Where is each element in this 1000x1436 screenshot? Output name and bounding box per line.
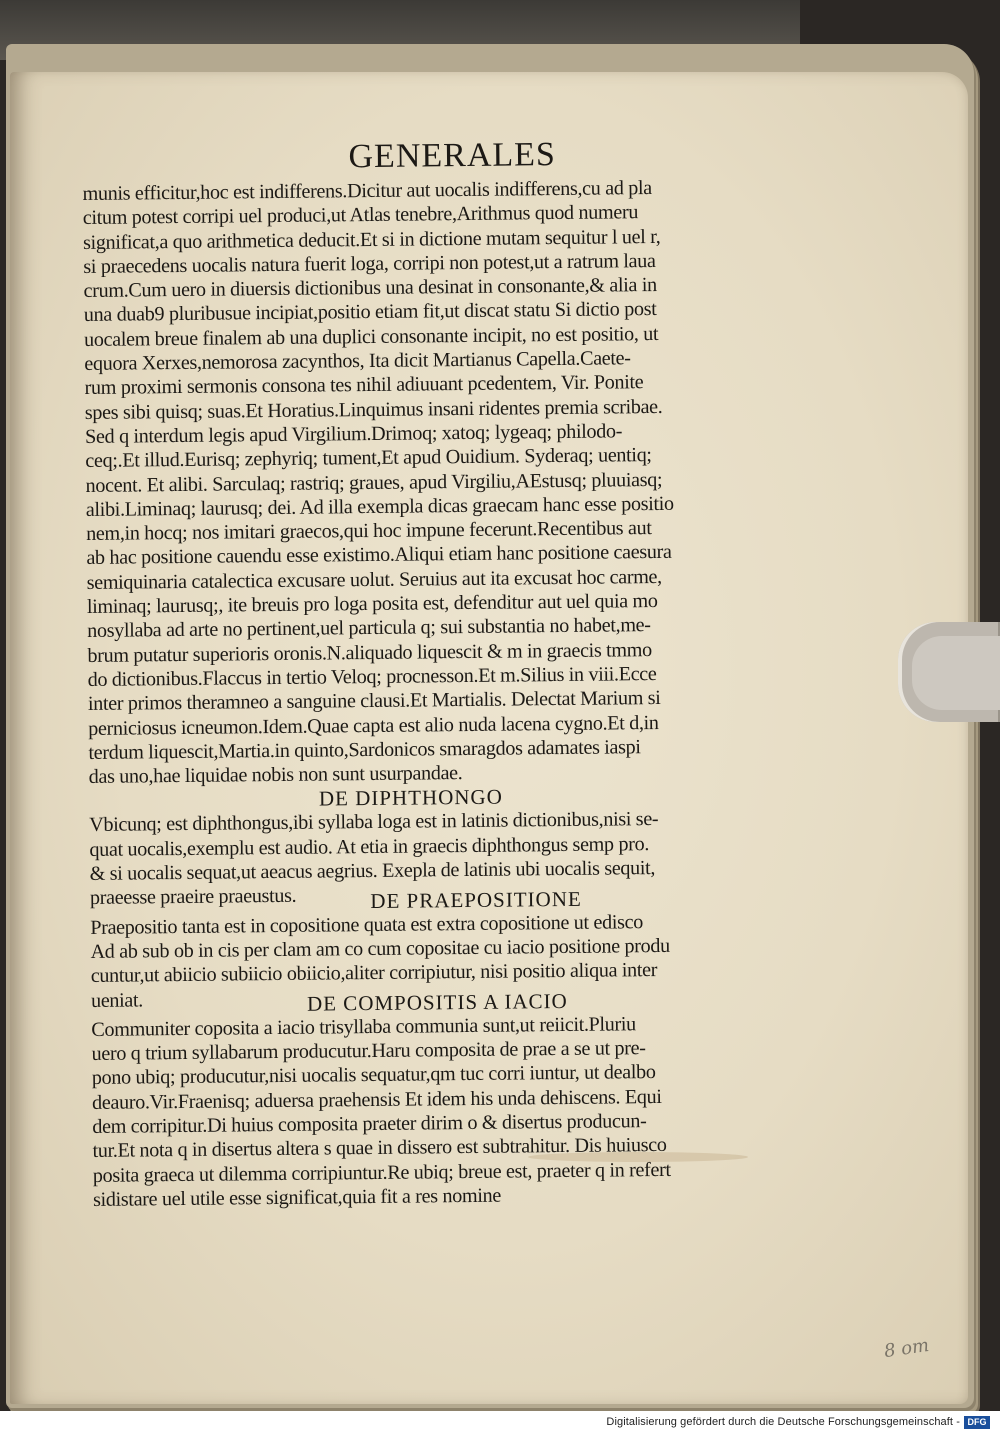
text-line: inter primos theramneo a sanguine clausi.Et Martialis. Delectat Marium si xyxy=(87,687,661,716)
text-line: ab hac positione cauendu esse existimo.Aliqui etiam hanc positione caesura xyxy=(86,541,672,570)
text-line: Sed q interdum legis apud Virgilium.Drimoq; xatoq; lygeaq; philodo- xyxy=(84,420,623,448)
text-line: si praecedens uocalis natura fuerit loga, corripi non potest,ut a ratrum laua xyxy=(83,249,656,278)
text-line: sidistare uel utile esse significat,quia fit a res nomine xyxy=(92,1184,501,1211)
text-line: Ad ab sub ob in cis per clam am co cum copositae cu iacio positione produ xyxy=(90,934,670,963)
text-line: spes sibi quisq; suas.Et Horatius.Linquimus insani ridentes premia scribae. xyxy=(84,395,663,424)
dfg-logo: DFG xyxy=(964,1416,990,1429)
text-line: & si uocalis sequat,ut aeacus aegrius. Exepla de latinis ubi uocalis sequit, xyxy=(89,857,656,885)
heading-praepositione: DE PRAEPOSITIONE xyxy=(370,886,582,913)
pencil-note: 8 om xyxy=(882,1334,931,1363)
text-line: cuntur,ut abiicio subiicio obiicio,aliter corripiutur, nisi positio aliqua inter xyxy=(90,959,658,988)
text-line: tur.Et nota q in disertus altera s quae in dissero est subtrahitur. Dis huiusco xyxy=(92,1134,667,1163)
text-line: nocent. Et alibi. Sarculaq; rastriq; graues, apud Virgiliu,AEstusq; pluuiasq; xyxy=(85,468,663,497)
text-line: Praepositio tanta est in copositione quata est extra copositione ut edisco xyxy=(90,910,644,939)
text-line: nem,in hocq; nos imitari graecos,qui hoc impune fecerunt.Recentibus aut xyxy=(86,517,652,546)
text-line: munis efficitur,hoc est indifferens.Dicitur aut uocalis indifferens,cu ad pla xyxy=(82,177,652,205)
text-section-4 xyxy=(91,1011,773,1212)
text-line: crum.Cum uero in diuersis dictionibus una desinat in consonante,& alia in xyxy=(83,274,657,303)
text-line: significat,a quo arithmetica deducit.Et si in dictione mutam sequitur l uel r, xyxy=(82,225,661,254)
text-line: nosyllaba ad arte no pertinent,uel particula q; sui substantia no habet,me- xyxy=(87,614,651,643)
heading-compositis: DE COMPOSITIS A IACIO xyxy=(306,988,568,1016)
text-line: uocalem breue finalem ab una duplici consonante incipit, no est positio, ut xyxy=(83,322,659,351)
text-line: pono ubiq; producutur,nisi uocalis sequatur,qm tuc corri iuntur, ut dealbo xyxy=(91,1061,656,1090)
text-line: equora Xerxes,nemorosa zacynthos, Ita dicit Martianus Capella.Caete- xyxy=(84,347,631,376)
text-line: citum potest corripi uel produci,ut Atlas tenebre,Arithmus quod numeru xyxy=(82,201,639,230)
heading-diphthongo: DE DIPHTHONGO xyxy=(318,785,503,811)
text-line: deauro.Vir.Fraenisq; aduersa praehensis Et idem his unda dehiscens. Equi xyxy=(91,1085,662,1114)
text-line: Communiter coposita a iacio trisyllaba communia sunt,ut reiicit.Pluriu xyxy=(91,1013,636,1041)
text-section-1 xyxy=(82,175,768,790)
text-section-3 xyxy=(90,908,771,988)
text-line: alibi.Liminaq; laurusq; dei. Ad illa exempla dicas graecam hanc esse positio xyxy=(85,492,674,521)
text-line: quat uocalis,exemplu est audio. At etia in graecis diphthongus semp pro. xyxy=(89,832,650,861)
text-line: rum proximi sermonis consona tes nihil adiuuant pcedentem, Vir. Ponite xyxy=(84,371,644,400)
text-line: liminaq; laurusq;, ite breuis pro loga posita est, defenditur aut uel quia mo xyxy=(86,590,658,619)
footer-credit: Digitalisierung gefördert durch die Deutsche Forschungsgemeinschaft - xyxy=(606,1416,960,1428)
cloth-tab-inner xyxy=(912,636,1000,710)
text-line: perniciosus icneumon.Idem.Quae capta est alio nuda lacena cygno.Et d,in xyxy=(88,711,659,740)
text-section-2 xyxy=(89,806,770,886)
text-line: do dictionibus.Flaccus in tertio Veloq; procnesson.Et m.Silius in viii.Ecce xyxy=(87,662,657,691)
printed-text xyxy=(82,133,773,1212)
text-line: uero q trium syllabarum producutur.Haru composita de prae a se ut pre- xyxy=(91,1037,646,1066)
text-line: terdum liquescit,Martia.in quinto,Sardonicos smaragdos adamates iaspi xyxy=(88,736,641,764)
text-line: praeesse praeire praeustus. xyxy=(89,885,297,910)
text-line: una duab9 pluribusue incipiat,positio etiam fit,ut discat statu Si dictio post xyxy=(83,298,657,327)
text-line: brum putatur superioris oronis.N.aliquado liquescit & m in graecis tmmo xyxy=(87,638,652,667)
text-line: ceq;.Et illud.Eurisq; zephyriq; tument,Et apud Ouidium. Syderaq; uentiq; xyxy=(85,444,652,473)
text-line: ueniat. xyxy=(90,988,144,1012)
text-line: dem corripitur.Di huius composita praeter dirim o & disertus producun- xyxy=(92,1110,647,1138)
text-line: semiquinaria catalectica excusare uolut. Seruius aut ita excusat hoc carme, xyxy=(86,565,662,594)
text-line: das uno,hae liquidae nobis non sunt usurpandae. xyxy=(88,762,463,789)
running-head: GENERALES xyxy=(348,136,557,176)
text-line: Vbicunq; est diphthongus,ibi syllaba loga est in latinis dictionibus,nisi se- xyxy=(89,808,659,837)
text-line: posita graeca ut dilemma corripiuntur.Re ubiq; breue est, praeter q in refert xyxy=(92,1158,671,1187)
